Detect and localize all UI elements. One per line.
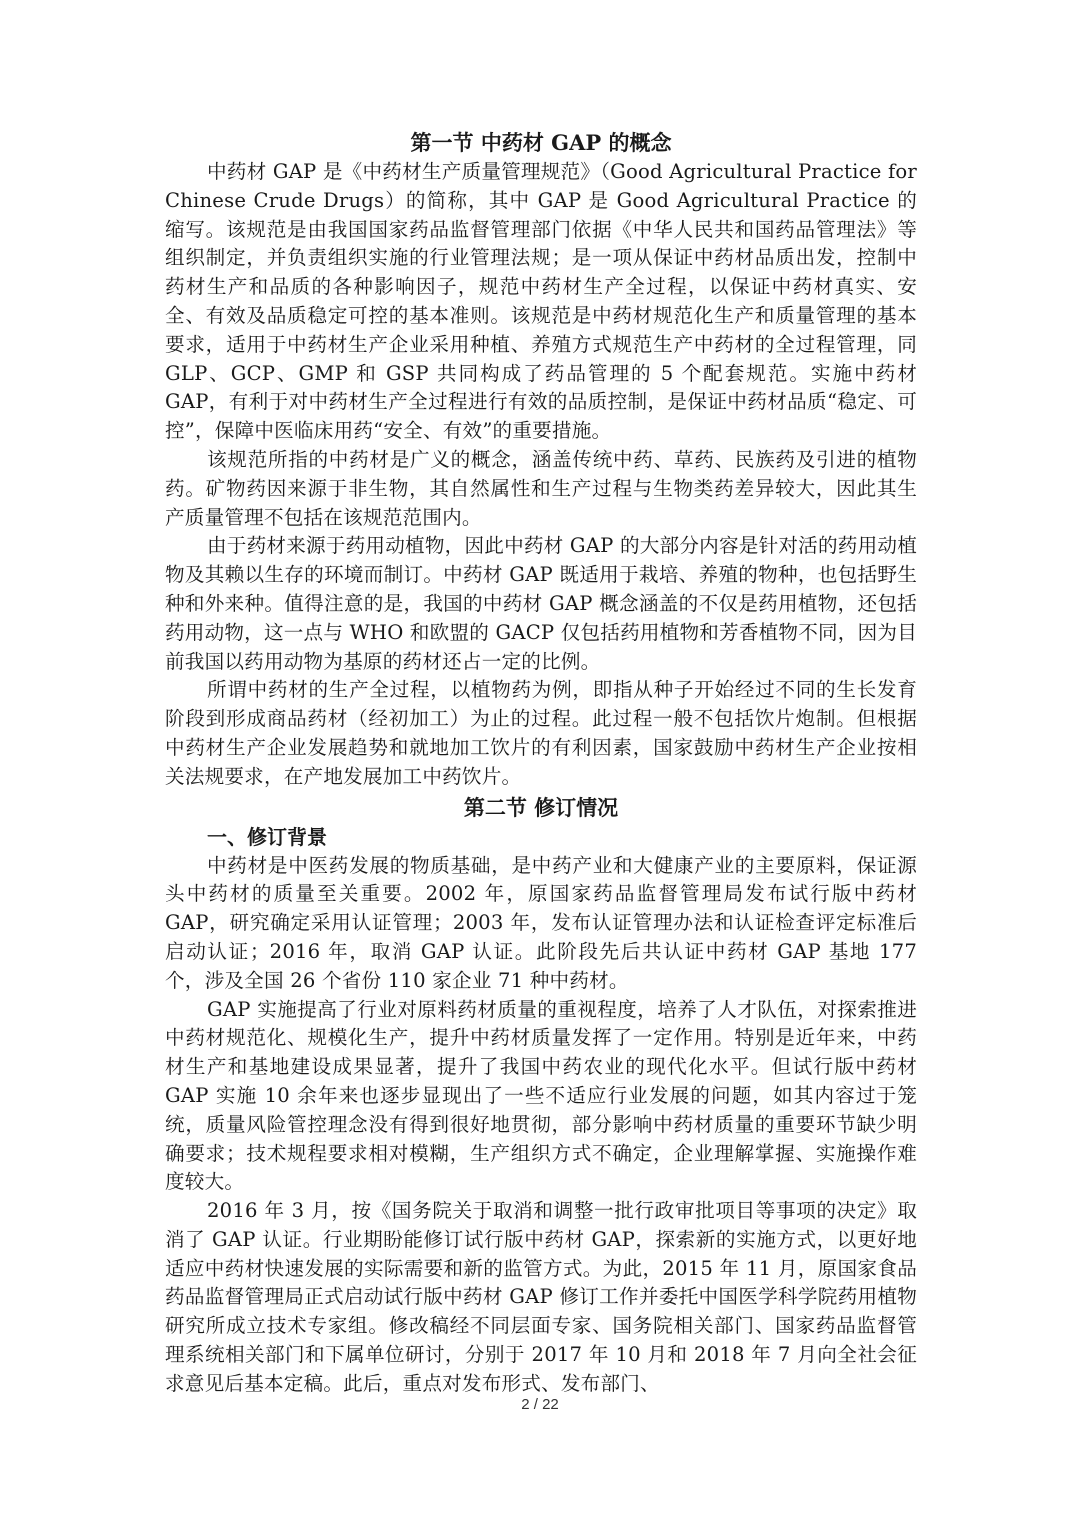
section-1-title: 第一节 中药材 GAP 的概念 [410,130,672,155]
page-content [165,128,917,1399]
section-1-paragraph-4: 所谓中药材的生产全过程，以植物药为例，即指从种子开始经过不同的生长发育阶段到形成商品药材（经初加工）为止的过程。此过程一般不包括饮片炮制。但根据中药材生产企业发展趋势和就地加工饮片的有利因素，国家鼓励中药材生产企业按相关法规要求，在产地发展加工中药饮片。 [165,678,917,788]
section-2-paragraph-3: 2016 年 3 月，按《国务院关于取消和调整一批行政审批项目等事项的决定》取消了 GAP 认证。行业期盼能修订试行版中药材 GAP，探索新的实施方式，以更好地适应中药材快速发展的实际需要和新的监管方式。为此，2015 年 11 月，原国家食品药品监督管理局正式启动试行版中药材 GAP 修订工作并委托中国医学科学院药用植物研究所成立技术专家组。修改稿经不同层面专家、国务院相关部门、国家药品监督管理系统相关部门和下属单位研讨，分别于 2017 年 10 月和 2018 年 7 月向全社会征求意见后基本定稿。此后，重点对发布形式、发布部门、 [165,1199,917,1395]
section-2-paragraph-1: 中药材是中医药发展的物质基础，是中药产业和大健康产业的主要原料，保证源头中药材的质量至关重要。2002 年，原国家药品监督管理局发布试行版中药材 GAP，研究确定采用认证管理；2003 年，发布认证管理办法和认证检查评定标准后启动认证；2016 年，取消 GAP 认证。此阶段先后共认证中药材 GAP 基地 177 个，涉及全国 26 个省份 110 家企业 71 种中药材。 [165,853,917,992]
section-1-paragraph-2: 该规范所指的中药材是广义的概念，涵盖传统中药、草药、民族药及引进的植物药。矿物药因来源于非生物，其自然属性和生产过程与生物类药差异较大，因此其生产质量管理不包括在该规范范围内。 [165,447,917,529]
page-number: 2 / 22 [521,1396,559,1413]
section-2-paragraph-2: GAP 实施提高了行业对原料药材质量的重视程度，培养了人才队伍，对探索推进中药材规范化、规模化生产，提升中药材质量发挥了一定作用。特别是近年来，中药材生产和基地建设成果显著，提升了我国中药农业的现代化水平。但试行版中药材 GAP 实施 10 余年来也逐步显现出了一些不适应行业发展的问题，如其内容过于笼统，质量风险管控理念没有得到很好地贯彻，部分影响中药材质量的重要环节缺少明确要求；技术规程要求相对模糊，生产组织方式不确定，企业理解掌握、实施操作难度较大。 [165,997,917,1194]
section-2-subheading: 一、修订背景 [207,824,327,849]
section-1-paragraph-3: 由于药材来源于药用动植物，因此中药材 GAP 的大部分内容是针对活的药用动植物及其赖以生存的环境而制订。中药材 GAP 既适用于栽培、养殖的物种，也包括野生种和外来种。值得注意的是，我国的中药材 GAP 概念涵盖的不仅是药用植物，还包括药用动物，这一点与 WHO 和欧盟的 GACP 仅包括药用植物和芳香植物不同，因为目前我国以药用动物为基原的药材还占一定的比例。 [165,534,917,673]
section-2-title: 第二节 修订情况 [463,794,619,820]
section-1-paragraph-1: 中药材 GAP 是《中药材生产质量管理规范》（Good Agricultural Practice for Chinese Crude Drugs）的简称，其中 GAP 是 Good Agricultural Practice 的缩写。该规范是由我国国家药品监督管理部门依据《中华人民共和国药品管理法》等组织制定，并负责组织实施的行业管理法规；是一项从保证中药材品质出发，控制中药材生产和品质的各种影响因子，规范中药材生产全过程，以保证中药材真实、安全、有效及品质稳定可控的基本准则。该规范是中药材规范化生产和质量管理的基本要求，适用于中药材生产企业采用种植、养殖方式规范生产中药材的全过程管理，同 GLP、GCP、GMP 和 GSP 共同构成了药品管理的 5 个配套规范。实施中药材 GAP，有利于对中药材生产全过程进行有效的品质控制，是保证中药材品质“稳定、可控”，保障中医临床用药“安全、有效”的重要措施。 [165,160,917,443]
